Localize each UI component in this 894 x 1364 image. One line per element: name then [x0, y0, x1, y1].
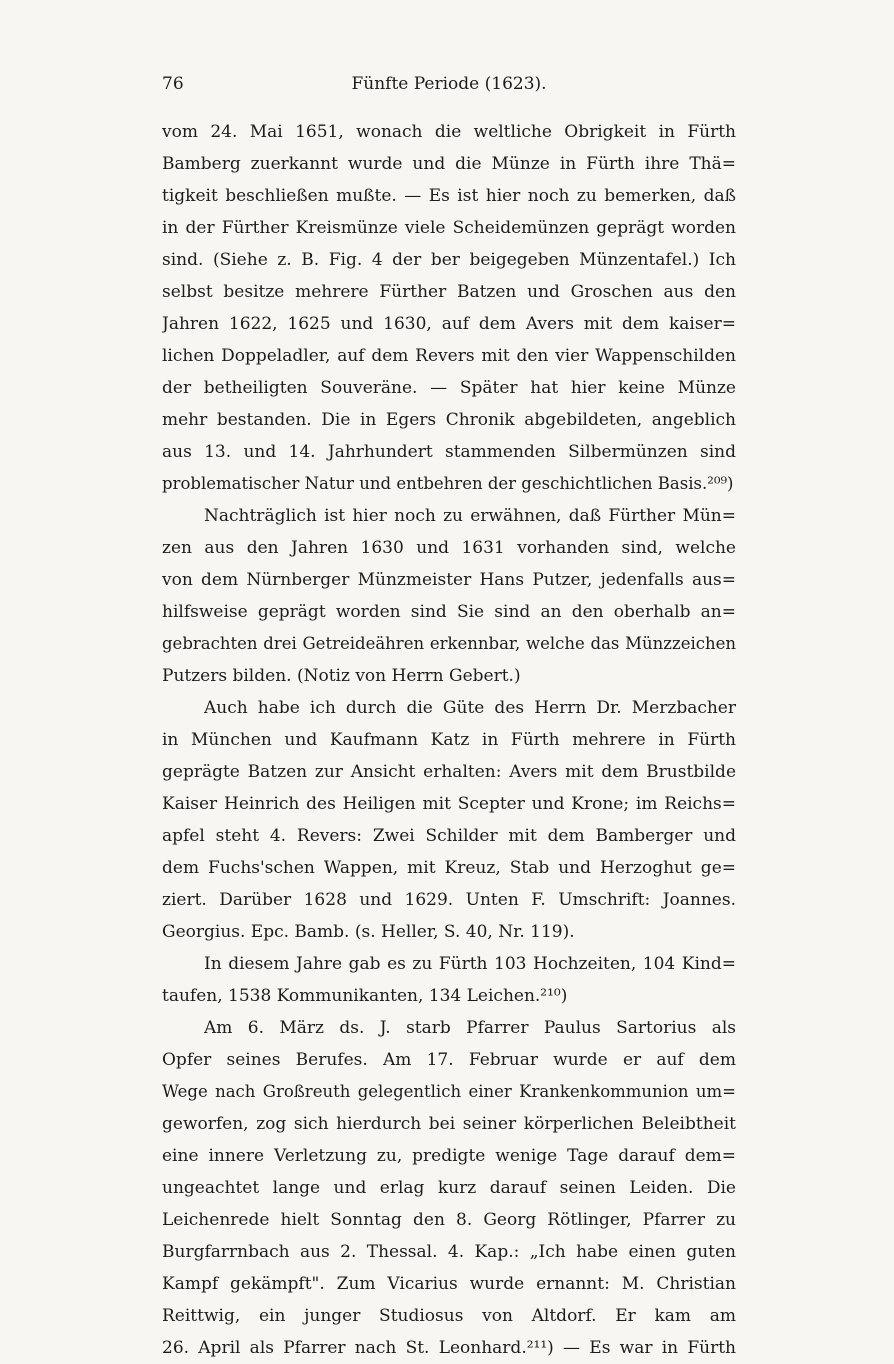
text-line: apfel steht 4. Revers: Zwei Schilder mit dem Bamberger und	[162, 826, 736, 846]
text-line: gebrachten drei Getreideähren erkennbar, welche das Münzzeichen	[162, 634, 736, 653]
text-line: dem Fuchs'schen Wappen, mit Kreuz, Stab und Herzoghut ge=	[162, 858, 736, 878]
text-line: lichen Doppeladler, auf dem Revers mit den vier Wappenschilden	[162, 346, 736, 366]
text-line: in der Fürther Kreismünze viele Scheidemünzen geprägt worden	[162, 218, 736, 238]
text-line: Kampf gekämpft". Zum Vicarius wurde ernannt: M. Christian	[162, 1274, 736, 1294]
text-line: Wege nach Großreuth gelegentlich einer Krankenkommunion um=	[162, 1082, 736, 1101]
text-line: selbst besitze mehrere Fürther Batzen und Groschen aus den	[162, 282, 736, 302]
text-line: Kaiser Heinrich des Heiligen mit Scepter und Krone; im Reichs=	[162, 794, 736, 814]
text-line: Georgius. Epc. Bamb. (s. Heller, S. 40, Nr. 119).	[162, 922, 575, 942]
text-line: Nachträglich ist hier noch zu erwähnen, daß Fürther Mün=	[204, 506, 736, 526]
text-line: Bamberg zuerkannt wurde und die Münze in Fürth ihre Thä=	[162, 154, 736, 174]
text-line: zen aus den Jahren 1630 und 1631 vorhanden sind, welche	[162, 538, 736, 558]
text-line: ungeachtet lange und erlag kurz darauf seinen Leiden. Die	[162, 1178, 736, 1198]
text-line: Auch habe ich durch die Güte des Herrn Dr. Merzbacher	[204, 698, 736, 718]
text-line: sind. (Siehe z. B. Fig. 4 der ber beigegeben Münzentafel.) Ich	[162, 250, 736, 270]
text-line: Burgfarrnbach aus 2. Thessal. 4. Kap.: „Ich habe einen guten	[162, 1242, 736, 1262]
text-line: geworfen, zog sich hierdurch bei seiner körperlichen Beleibtheit	[162, 1114, 736, 1134]
text-line: Opfer seines Berufes. Am 17. Februar wurde er auf dem	[162, 1050, 736, 1070]
body-text	[162, 116, 736, 1364]
text-line: vom 24. Mai 1651, wonach die weltliche Obrigkeit in Fürth	[162, 122, 736, 142]
text-line: ziert. Darüber 1628 und 1629. Unten F. Umschrift: Joannes.	[162, 890, 736, 910]
page-number: 76	[162, 74, 184, 94]
text-line: Reittwig, ein junger Studiosus von Altdorf. Er kam am	[162, 1306, 736, 1326]
running-title: Fünfte Periode (1623).	[351, 74, 547, 94]
text-line: in München und Kaufmann Katz in Fürth mehrere in Fürth	[162, 730, 736, 750]
page-header	[162, 70, 736, 102]
text-line: Putzers bilden. (Notiz von Herrn Gebert.)	[162, 666, 521, 686]
text-line: taufen, 1538 Kommunikanten, 134 Leichen.²¹⁰)	[162, 986, 568, 1006]
text-line: eine innere Verletzung zu, predigte wenige Tage darauf dem=	[162, 1146, 736, 1166]
text-line: aus 13. und 14. Jahrhundert stammenden Silbermünzen sind	[162, 442, 736, 462]
text-line: problematischer Natur und entbehren der geschichtlichen Basis.²⁰⁹)	[162, 474, 734, 493]
text-line: Leichenrede hielt Sonntag den 8. Georg Rötlinger, Pfarrer zu	[162, 1210, 736, 1230]
text-line: Am 6. März ds. J. starb Pfarrer Paulus Sartorius als	[204, 1018, 736, 1038]
text-line: von dem Nürnberger Münzmeister Hans Putzer, jedenfalls aus=	[162, 570, 736, 590]
text-line: tigkeit beschließen mußte. — Es ist hier noch zu bemerken, daß	[162, 186, 736, 206]
text-line: hilfsweise geprägt worden sind Sie sind an den oberhalb an=	[162, 602, 736, 622]
text-line: geprägte Batzen zur Ansicht erhalten: Avers mit dem Brustbilde	[162, 762, 736, 782]
text-line: mehr bestanden. Die in Egers Chronik abgebildeten, angeblich	[162, 410, 736, 430]
text-line: der betheiligten Souveräne. — Später hat hier keine Münze	[162, 378, 736, 398]
text-line: 26. April als Pfarrer nach St. Leonhard.²¹¹) — Es war in Fürth	[162, 1338, 736, 1358]
text-line: In diesem Jahre gab es zu Fürth 103 Hochzeiten, 104 Kind=	[204, 954, 736, 974]
text-line: Jahren 1622, 1625 und 1630, auf dem Avers mit dem kaiser=	[162, 314, 736, 334]
